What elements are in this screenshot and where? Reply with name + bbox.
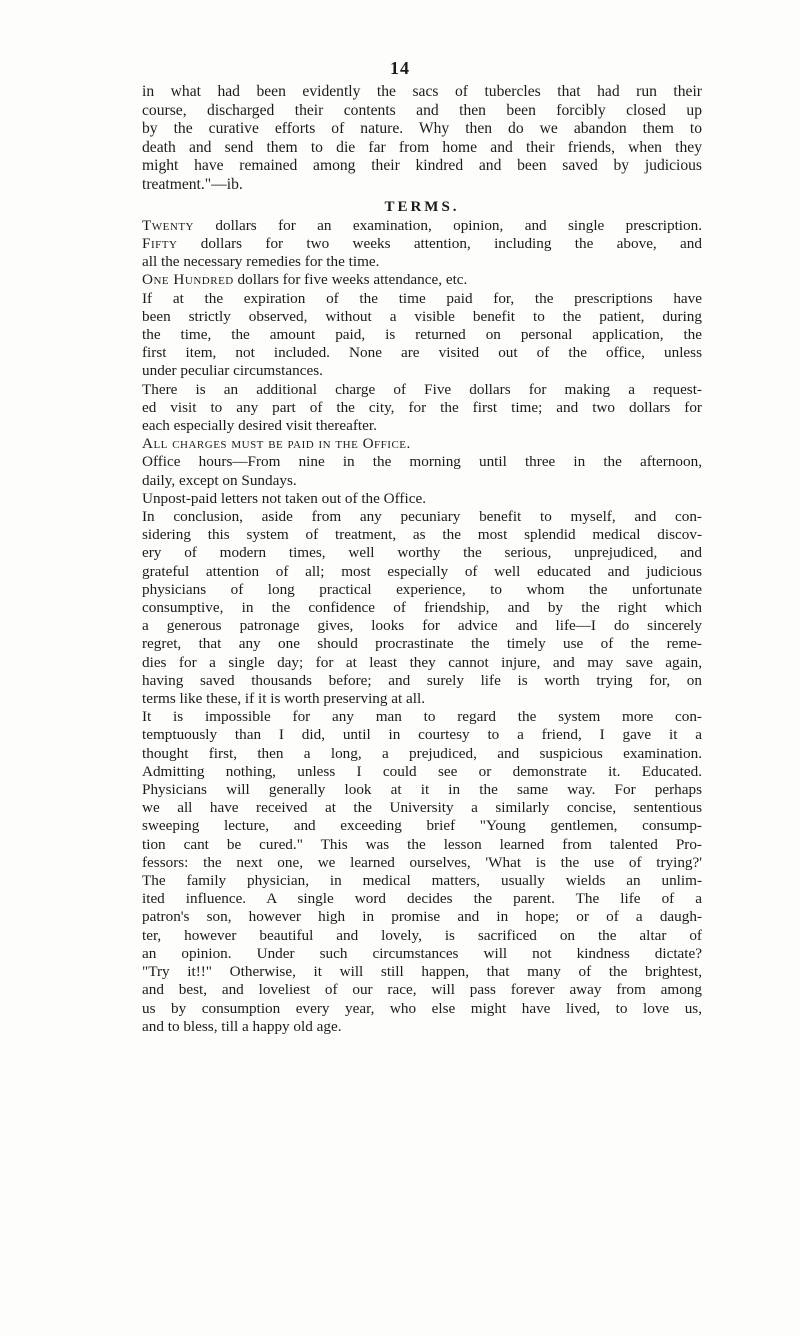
- text-line: regret, that any one should procrastinate the timely use of the reme-: [142, 635, 702, 653]
- text-line: an opinion. Under such circumstances will not kindness dictate?: [142, 944, 702, 962]
- terms-lead: One Hundred: [142, 271, 234, 289]
- terms-rest: ed visit to any part of the city, for the first time; and two dollars for: [142, 398, 702, 416]
- terms-rest: under peculiar circumstances.: [142, 362, 323, 380]
- text-line: It is impossible for any man to regard the system more con-: [142, 708, 702, 726]
- text-line: Physicians will generally look at it in the same way. For perhaps: [142, 781, 702, 799]
- text-line: In conclusion, aside from any pecuniary benefit to myself, and con-: [142, 508, 702, 526]
- text-line: sidering this system of treatment, as the most splendid medical discov-: [142, 526, 702, 544]
- terms-line: [142, 326, 702, 344]
- terms-lead: Twenty: [142, 216, 194, 234]
- terms-line: [142, 235, 702, 253]
- terms-rest: dollars for five weeks attendance, etc.: [233, 271, 468, 289]
- text-line: ter, however beautiful and lovely, is sacrificed on the altar of: [142, 926, 702, 944]
- page-body: [142, 83, 702, 1036]
- text-line: might have remained among their kindred and been saved by judicious: [142, 157, 702, 175]
- text-line: and best, and loveliest of our race, will pass forever away from among: [142, 981, 702, 999]
- text-line: The family physician, in medical matters, usually wields an unlim-: [142, 872, 702, 890]
- terms-line: [142, 453, 702, 471]
- terms-rest: daily, except on Sundays.: [142, 471, 297, 489]
- intro-paragraph: [142, 83, 702, 195]
- text-line: Admitting nothing, unless I could see or demonstrate it. Educated.: [142, 762, 702, 780]
- text-line: sweeping lecture, and exceeding brief "Young gentlemen, consump-: [142, 817, 702, 835]
- text-line: "Try it!!" Otherwise, it will still happen, that many of the brightest,: [142, 963, 702, 981]
- text-line: in what had been evidently the sacs of tubercles that had run their: [142, 83, 702, 100]
- terms-line: [142, 381, 702, 399]
- terms-line: [142, 472, 702, 490]
- terms-line: [142, 362, 702, 380]
- terms-line: [142, 435, 702, 453]
- terms-rest: There is an additional charge of Five dollars for making a request-: [142, 380, 702, 398]
- text-line: temptuously than I did, until in courtesy to a friend, I gave it a: [142, 726, 702, 744]
- text-line: ery of modern times, well worthy the serious, unprejudiced, and: [142, 544, 702, 562]
- text-line: treatment."—ib.: [142, 175, 243, 193]
- terms-line: [142, 344, 702, 362]
- text-line: a generous patronage gives, looks for advice and life—I do sincerely: [142, 617, 702, 635]
- terms-rest: dollars for an examination, opinion, and single prescription.: [194, 216, 702, 234]
- terms-line: [142, 271, 702, 289]
- terms-rest: If at the expiration of the time paid for, the prescriptions have: [142, 289, 702, 307]
- text-line: thought first, then a long, a prejudiced, and suspicious examination.: [142, 744, 702, 762]
- terms-rest: all the necessary remedies for the time.: [142, 253, 380, 271]
- text-line: dies for a single day; for at least they cannot injure, and may save again,: [142, 653, 702, 671]
- text-line: having saved thousands before; and surely life is worth trying for, on: [142, 671, 702, 689]
- text-line: fessors: the next one, we learned ourselves, 'What is the use of trying?': [142, 853, 702, 871]
- conclusion-section: [142, 508, 702, 1036]
- terms-rest: first item, not included. None are visited out of the office, unless: [142, 344, 702, 362]
- text-line: patron's son, however high in promise and in hope; or of a daugh-: [142, 908, 702, 926]
- text-line: tion cant be cured." This was the lesson learned from talented Pro-: [142, 835, 702, 853]
- terms-rest: Office hours—From nine in the morning until three in the afternoon,: [142, 453, 702, 471]
- text-line: consumptive, in the confidence of friendship, and by the right which: [142, 599, 702, 617]
- text-line: ited influence. A single word decides the parent. The life of a: [142, 890, 702, 908]
- text-line: us by consumption every year, who else might have lived, to love us,: [142, 999, 702, 1017]
- section-heading: TERMS.: [384, 198, 460, 215]
- terms-line: [142, 417, 702, 435]
- text-line: grateful attention of all; most especially of well educated and judicious: [142, 562, 702, 580]
- terms-rest: dollars for two weeks attention, including the above, and: [177, 234, 702, 252]
- terms-rest: each especially desired visit thereafter.: [142, 417, 377, 434]
- terms-line: [142, 399, 702, 417]
- terms-rest: the time, the amount paid, is returned on personal application, the: [142, 325, 702, 343]
- terms-line: [142, 308, 702, 326]
- terms-line: [142, 217, 702, 235]
- text-line: course, discharged their contents and then been forcibly closed up: [142, 101, 702, 119]
- text-line: we all have received at the University a similarly concise, sententious: [142, 799, 702, 817]
- page-number: 14: [390, 58, 410, 78]
- terms-section: [142, 217, 702, 508]
- terms-line: [142, 490, 702, 508]
- text-line: and to bless, till a happy old age.: [142, 1017, 342, 1035]
- terms-line: [142, 253, 702, 271]
- terms-lead: Fifty: [142, 234, 178, 252]
- terms-lead: All charges must be paid in the Office.: [142, 435, 411, 453]
- text-line: by the curative efforts of nature. Why then do we abandon them to: [142, 120, 702, 138]
- terms-rest: been strictly observed, without a visible benefit to the patient, during: [142, 307, 702, 325]
- terms-rest: Unpost-paid letters not taken out of the Office.: [142, 489, 426, 507]
- text-line: death and send them to die far from home and their friends, when they: [142, 138, 702, 156]
- text-line: physicians of long practical experience, to whom the unfortunate: [142, 580, 702, 598]
- text-line: terms like these, if it is worth preserving at all.: [142, 690, 426, 708]
- terms-line: [142, 290, 702, 308]
